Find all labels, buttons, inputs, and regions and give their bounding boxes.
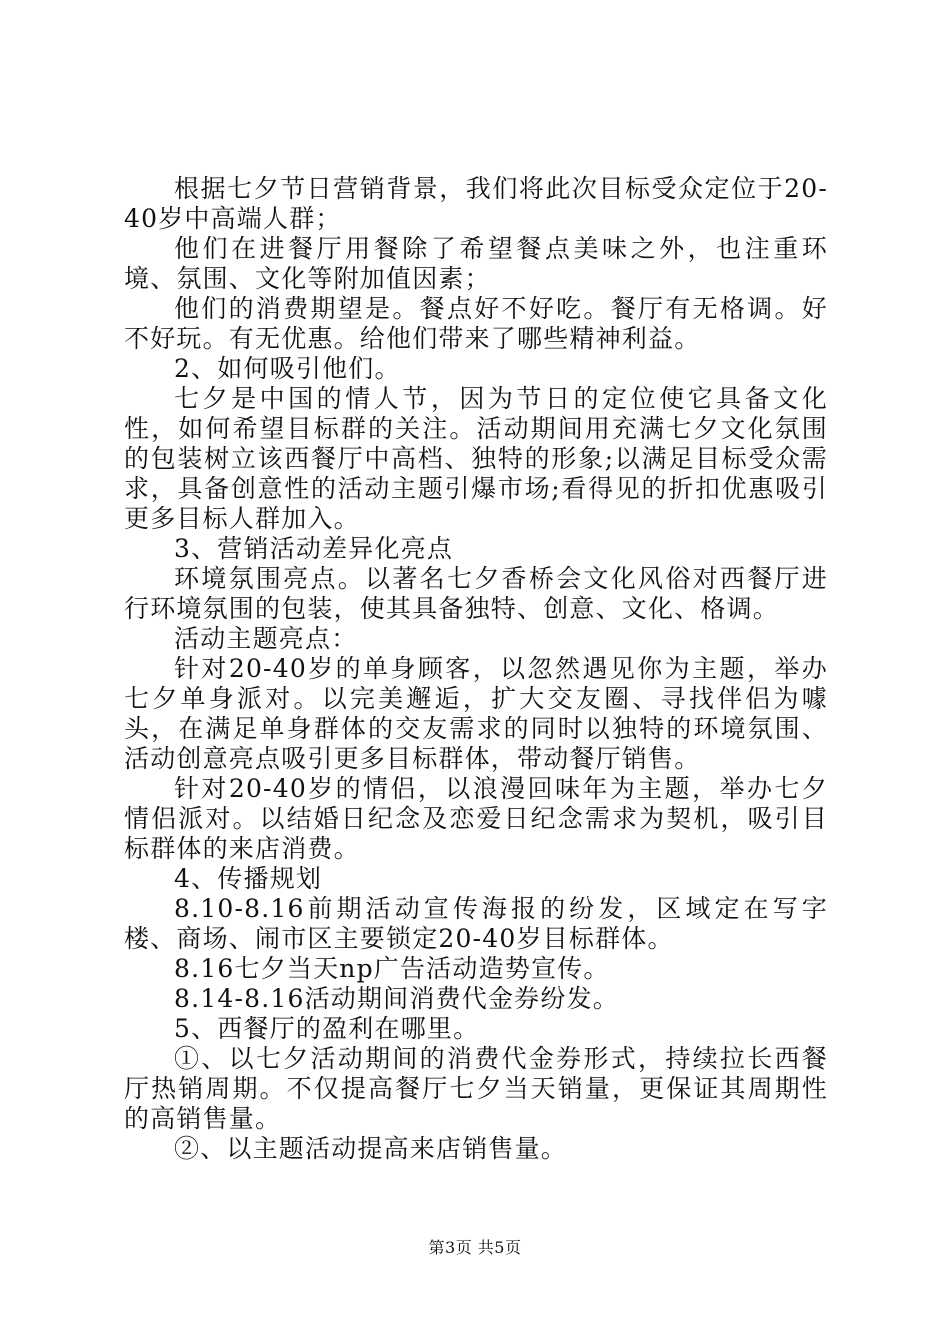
- paragraph-couples-party: 针对20-40岁的情侣，以浪漫回味年为主题，举办七夕情侣派对。以结婚日纪念及恋爱日纪念需求为契机，吸引目标群体的来店消费。: [124, 774, 828, 863]
- paragraph-np-advertising: 8.16七夕当天np广告活动造势宣传。: [174, 954, 610, 983]
- heading-profit-source: 5、西餐厅的盈利在哪里。: [174, 1014, 480, 1043]
- heading-communication-plan: 4、传播规划: [174, 864, 323, 893]
- document-body: [124, 174, 828, 1164]
- heading-differentiation-highlights: 3、营销活动差异化亮点: [174, 534, 454, 563]
- paragraph-target-audience: 根据七夕节日营销背景，我们将此次目标受众定位于20-40岁中高端人群；: [124, 174, 828, 233]
- paragraph-theme-activity-profit: ②、以主题活动提高来店销售量。: [174, 1134, 568, 1163]
- paragraph-singles-party: 针对20-40岁的单身顾客，以忽然遇见你为主题，举办七夕单身派对。以完美邂逅，扩大交友圈、寻找伴侣为噱头，在满足单身群体的交友需求的同时以独特的环境氛围、活动创意亮点吸引更多目标群体，带动餐厅销售。: [124, 654, 828, 773]
- paragraph-voucher-distribution: 8.14-8.16活动期间消费代金券纷发。: [174, 984, 619, 1013]
- paragraph-poster-distribution: 8.10-8.16前期活动宣传海报的纷发，区域定在写字楼、商场、闹市区主要锁定20-40岁目标群体。: [124, 894, 828, 953]
- page-number-footer: 第3页 共5页: [428, 1238, 522, 1257]
- paragraph-consumer-expectations: 他们的消费期望是。餐点好不好吃。餐厅有无格调。好不好玩。有无优惠。给他们带来了哪些精神利益。: [124, 294, 828, 353]
- paragraph-qixi-culture: 七夕是中国的情人节，因为节日的定位使它具备文化性，如何希望目标群的关注。活动期间用充满七夕文化氛围的包装树立该西餐厅中高档、独特的形象;以满足目标受众需求，具备创意性的活动主题引爆市场;看得见的折扣优惠吸引更多目标人群加入。: [124, 384, 828, 533]
- paragraph-dining-expectations: 他们在进餐厅用餐除了希望餐点美味之外，也注重环境、氛围、文化等附加值因素；: [124, 234, 828, 293]
- paragraph-theme-highlight-label: 活动主题亮点：: [174, 624, 358, 653]
- paragraph-environment-highlight: 环境氛围亮点。以著名七夕香桥会文化风俗对西餐厅进行环境氛围的包装，使其具备独特、创意、文化、格调。: [124, 564, 828, 623]
- paragraph-voucher-profit: ①、以七夕活动期间的消费代金券形式，持续拉长西餐厅热销周期。不仅提高餐厅七夕当天销量，更保证其周期性的高销售量。: [124, 1044, 828, 1133]
- heading-how-to-attract: 2、如何吸引他们。: [174, 354, 401, 383]
